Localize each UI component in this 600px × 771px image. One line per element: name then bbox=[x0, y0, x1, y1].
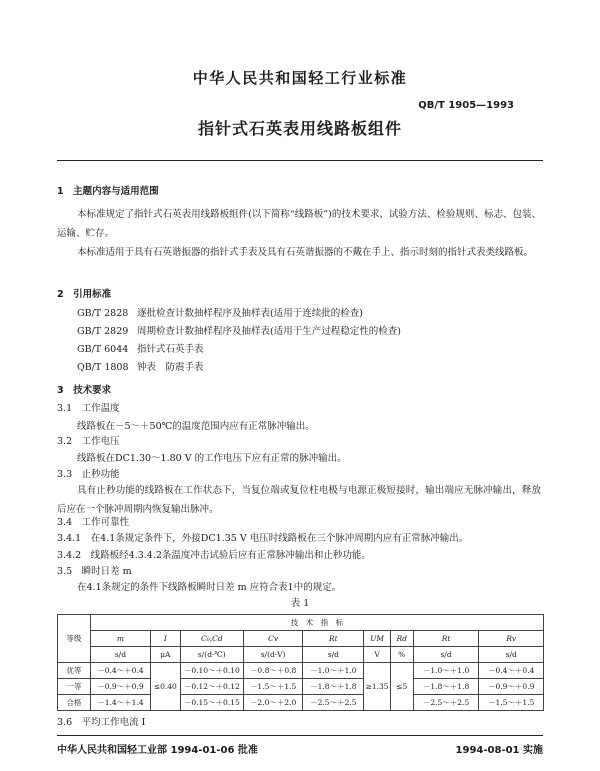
document-title: 指针式石英表用线路板组件 bbox=[197, 119, 402, 138]
volt-coeff-cell: －1.5～＋1.5 bbox=[244, 679, 303, 695]
reference-name: 逐批检查计数抽样程序及抽样表(适用于连续批的检查) bbox=[137, 308, 363, 319]
unit-cell: s/d bbox=[413, 647, 479, 663]
standard-number: QB/T 1905—1993 bbox=[418, 100, 514, 111]
reference-code: GB/T 2828 bbox=[77, 308, 129, 319]
param-header: Rt bbox=[303, 631, 364, 647]
reference-name: 指针式石英手表 bbox=[137, 344, 204, 355]
table-row bbox=[58, 663, 544, 679]
table-row bbox=[58, 695, 544, 711]
reference-item bbox=[77, 361, 204, 375]
param-header: Rt bbox=[413, 631, 479, 647]
table-param-row bbox=[58, 631, 544, 647]
clause-3-4-2: 3.4.2 线路板经4.3.4.2条温度冲击试验后应有正常脉冲输出和止秒功能。 bbox=[57, 550, 371, 561]
reference-code: QB/T 1808 bbox=[77, 362, 129, 373]
reference-name: 钟表 防震手表 bbox=[137, 362, 204, 373]
grade-cell: 合格 bbox=[58, 695, 91, 711]
m-cell: －0.9～＋0.9 bbox=[90, 679, 150, 695]
clause-3-2-title: 3.2 工作电压 bbox=[57, 436, 120, 447]
rs-cell: －1.8～＋1.8 bbox=[413, 679, 479, 695]
reference-name: 周期检查计数抽样程序及抽样表(适用于生产过程稳定性的检查) bbox=[137, 326, 401, 337]
clause-3-4-1: 3.4.1 在4.1条规定条件下，外接DC1.35 V 电压时线路板在三个脉冲周期内应有正常脉冲输出。 bbox=[57, 533, 469, 544]
um-cell: ≥1.35 bbox=[364, 663, 390, 711]
clause-3-3-title: 3.3 止秒功能 bbox=[57, 469, 120, 480]
rt-cell: －1.0～＋1.0 bbox=[303, 663, 364, 679]
spec-table bbox=[57, 614, 544, 711]
reference-code: GB/T 6044 bbox=[77, 344, 129, 355]
temp-coeff-cell: －0.10～＋0.10 bbox=[180, 663, 243, 679]
rd-cell: ≤5 bbox=[390, 663, 413, 711]
rt-cell: －1.8～＋1.8 bbox=[303, 679, 364, 695]
section-2-heading: 2 引用标准 bbox=[57, 289, 112, 300]
issuing-organization: 中华人民共和国轻工行业标准 bbox=[192, 69, 408, 87]
reference-item bbox=[77, 307, 363, 321]
footer-rule bbox=[57, 735, 543, 736]
clause-3-4-title: 3.4 工作可靠性 bbox=[57, 517, 130, 528]
m-cell: －1.4～＋1.4 bbox=[90, 695, 150, 711]
grade-cell: 一等 bbox=[58, 679, 91, 695]
unit-cell: V bbox=[364, 647, 390, 663]
unit-cell: % bbox=[390, 647, 413, 663]
section-1-para-1: 本标准规定了指针式石英表用线路板组件(以下简称“线路板”)的技术要求、试验方法、检验规则、标志、包装、运输、贮存。 bbox=[57, 209, 541, 239]
table-unit-row bbox=[58, 647, 544, 663]
clause-3-6-title: 3.6 平均工作电流 I bbox=[57, 717, 146, 728]
unit-cell: s/d bbox=[90, 647, 150, 663]
section-1-heading: 1 主题内容与适用范围 bbox=[57, 186, 159, 197]
section-1-para-2: 本标准适用于具有石英谐振器的指针式手表及具有石英谐振器的不戴在手上、指示时刻的指针式表类线路板。 bbox=[77, 247, 534, 258]
reference-item bbox=[77, 325, 401, 339]
indicator-group-header: 技 术 指 标 bbox=[90, 615, 543, 631]
param-header: I bbox=[151, 631, 181, 647]
clause-3-1-text: 线路板在－5～＋50℃的温度范围内应有正常脉冲输出。 bbox=[77, 421, 315, 432]
clause-3-5-title: 3.5 瞬时日差 m bbox=[57, 566, 132, 577]
rv-cell: －1.5～＋1.5 bbox=[479, 695, 544, 711]
current-cell: ≤0.40 bbox=[151, 663, 181, 711]
rv-cell: －0.4～＋0.4 bbox=[479, 663, 544, 679]
grade-header: 等级 bbox=[58, 615, 91, 663]
implementation-date: 1994-08-01 实施 bbox=[455, 745, 543, 756]
unit-cell: s/(d·V) bbox=[244, 647, 303, 663]
rs-cell: －1.0～＋1.0 bbox=[413, 663, 479, 679]
table-row bbox=[58, 679, 544, 695]
reference-item bbox=[77, 343, 204, 357]
grade-cell: 优等 bbox=[58, 663, 91, 679]
volt-coeff-cell: －0.8～＋0.8 bbox=[244, 663, 303, 679]
rv-cell: －0.9～＋0.9 bbox=[479, 679, 544, 695]
table-header-row bbox=[58, 615, 544, 631]
volt-coeff-cell: －2.0～＋2.0 bbox=[244, 695, 303, 711]
m-cell: －0.4～＋0.4 bbox=[90, 663, 150, 679]
unit-cell: μA bbox=[151, 647, 181, 663]
table-caption: 表 1 bbox=[290, 598, 310, 609]
rt-cell: －2.5～＋2.5 bbox=[303, 695, 364, 711]
param-header: Rd bbox=[390, 631, 413, 647]
param-header: Rv bbox=[479, 631, 544, 647]
param-header: m bbox=[90, 631, 150, 647]
temp-coeff-cell: －0.12～＋0.12 bbox=[180, 679, 243, 695]
param-header: Cv bbox=[244, 631, 303, 647]
unit-cell: s/(d·℃) bbox=[180, 647, 243, 663]
section-3-heading: 3 技术要求 bbox=[57, 385, 112, 396]
clause-3-3-text: 具有止秒功能的线路板在工作状态下，当复位端或复位柱电极与电源正极短接时，输出端应无脉冲输出，释放后应在一个脉冲周期内恢复输出脉冲。 bbox=[57, 485, 541, 515]
clause-3-1-title: 3.1 工作温度 bbox=[57, 403, 120, 414]
param-header: UM bbox=[364, 631, 390, 647]
rs-cell: －2.5～＋2.5 bbox=[413, 695, 479, 711]
temp-coeff-cell: －0.15～＋0.15 bbox=[180, 695, 243, 711]
param-header: C₀,Cd bbox=[180, 631, 243, 647]
approval-line: 中华人民共和国轻工业部 1994-01-06 批准 bbox=[57, 745, 258, 756]
unit-cell: s/d bbox=[303, 647, 364, 663]
unit-cell: s/d bbox=[479, 647, 544, 663]
clause-3-5-text: 在4.1条规定的条件下线路板瞬时日差 m 应符合表1中的规定。 bbox=[77, 582, 342, 593]
header-rule bbox=[57, 160, 543, 161]
clause-3-2-text: 线路板在DC1.30～1.80 V 的工作电压下应有正常的脉冲输出。 bbox=[77, 453, 347, 464]
reference-code: GB/T 2829 bbox=[77, 326, 129, 337]
